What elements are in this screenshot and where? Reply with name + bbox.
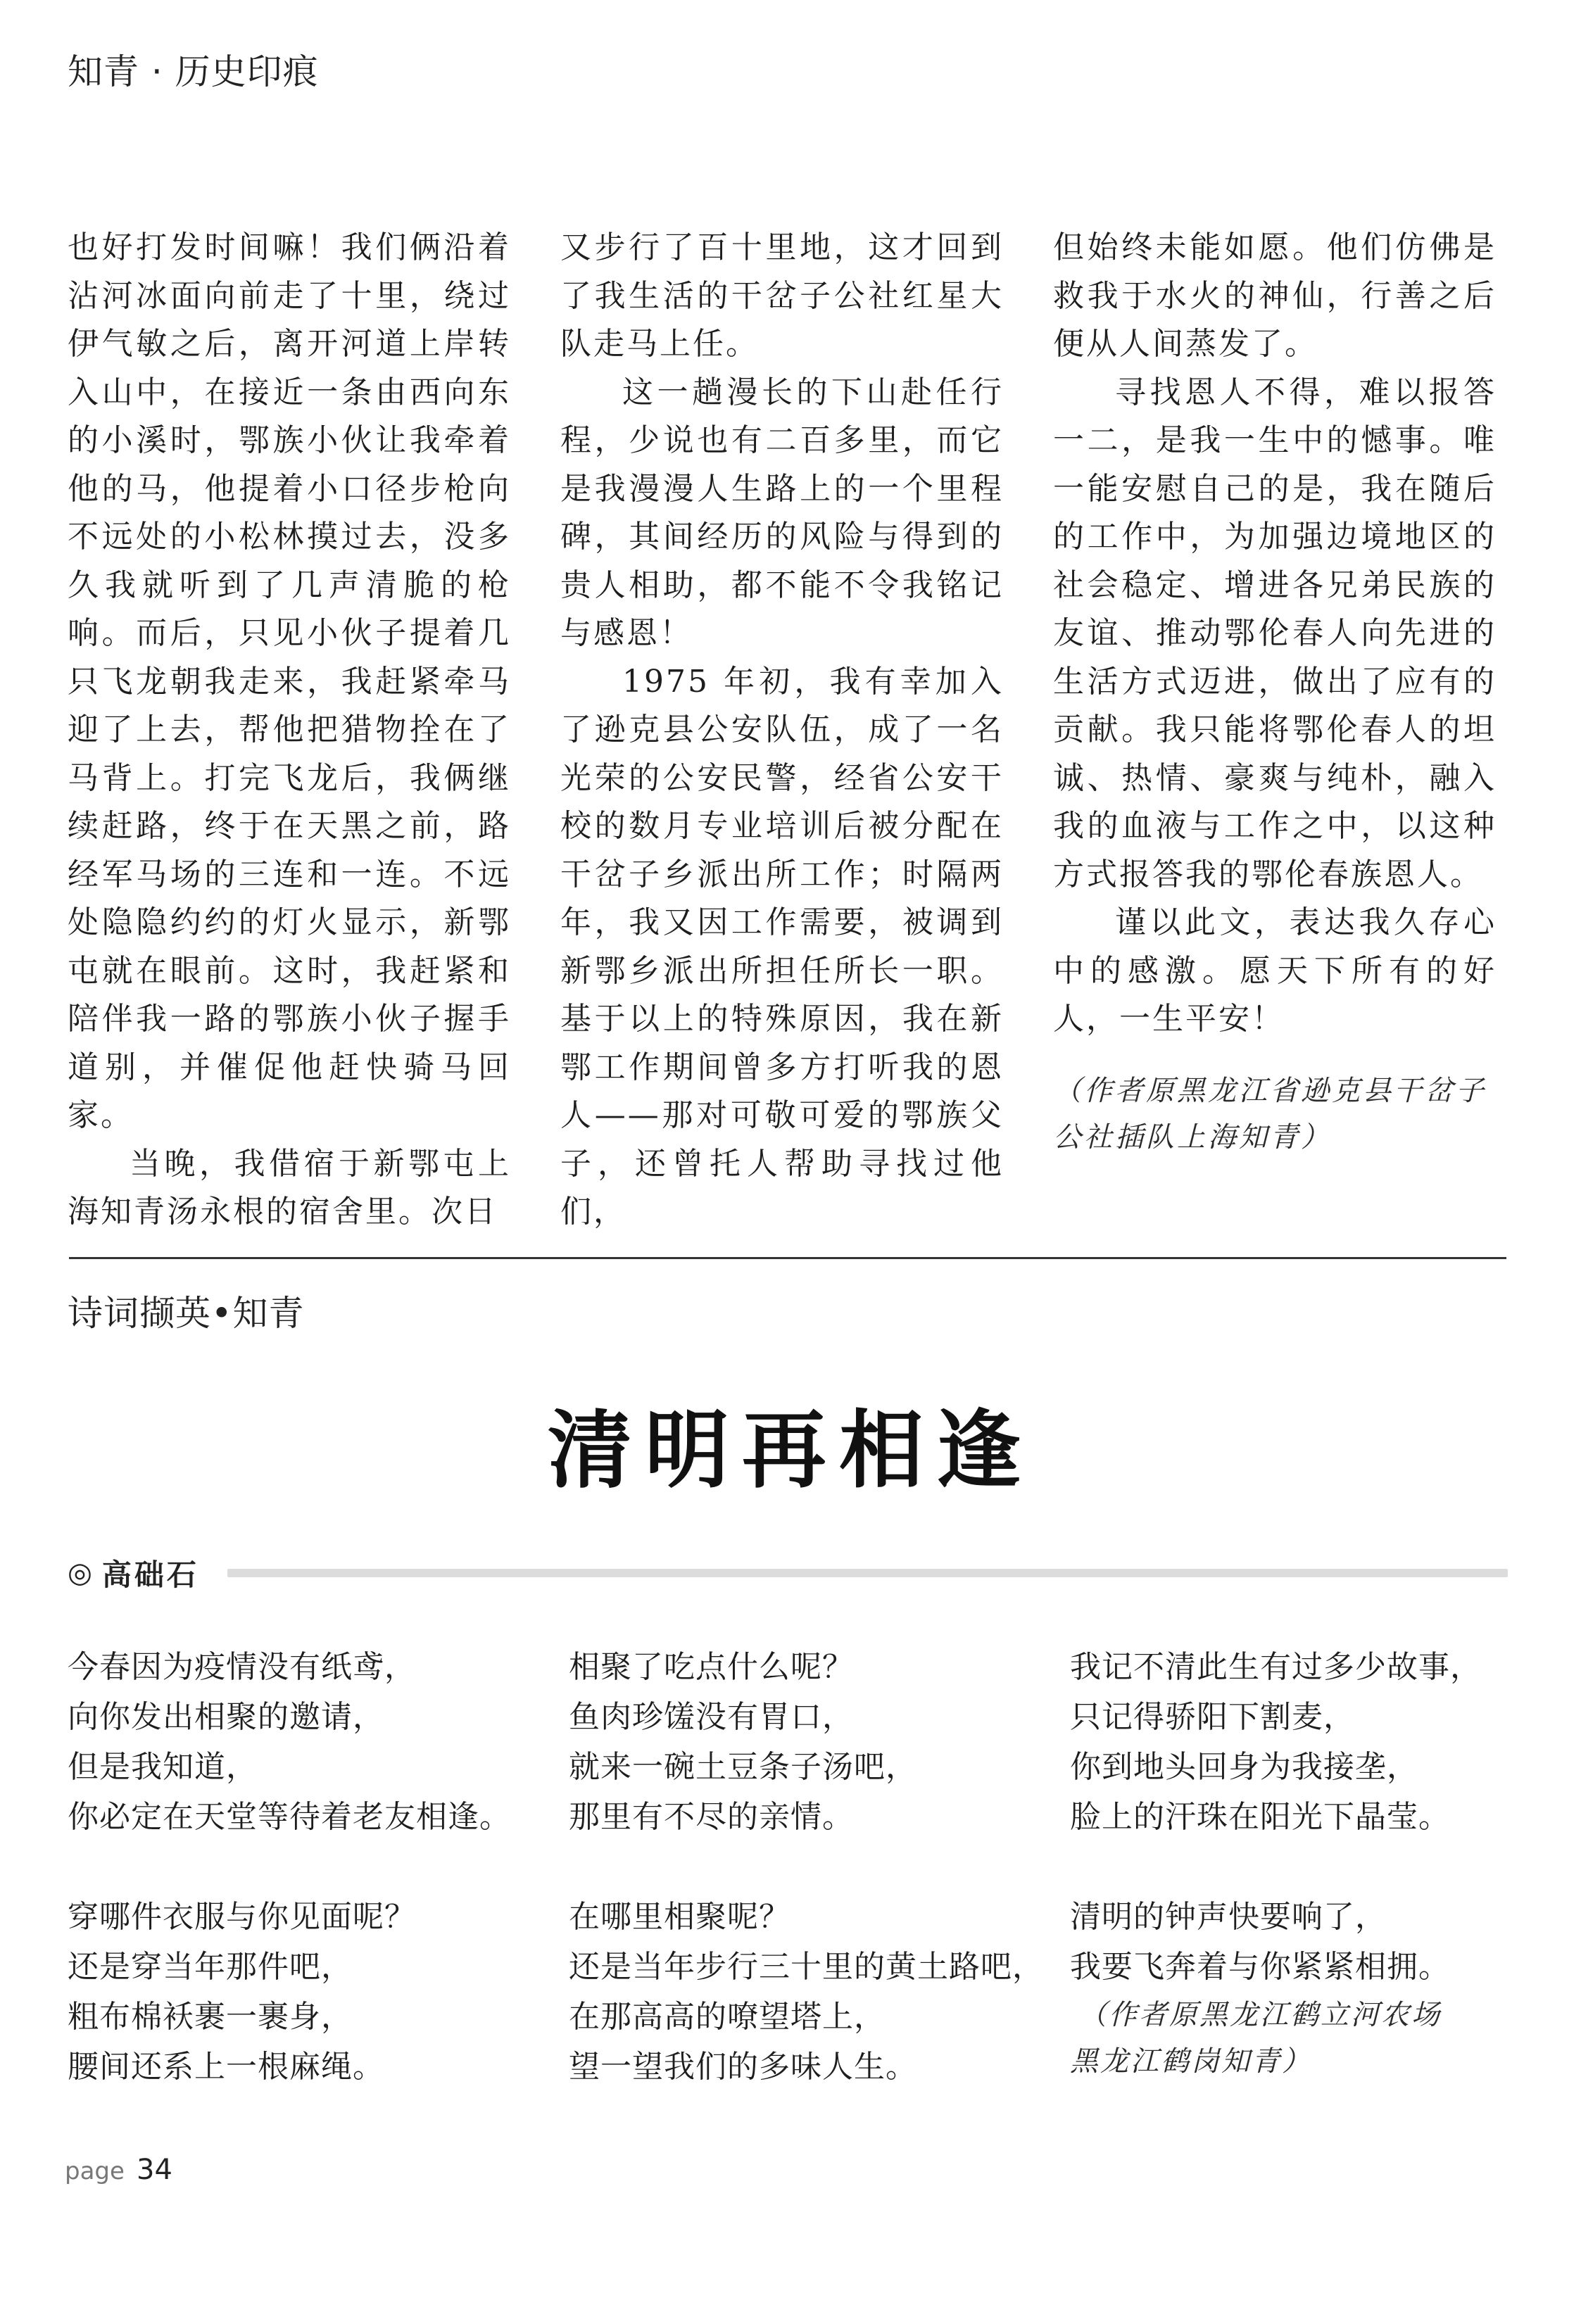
poem-line: 清明的钟声快要响了， bbox=[1070, 1899, 1387, 1935]
author-decorative-bar bbox=[227, 1569, 1508, 1577]
poem-line: 鱼肉珍馐没有胃口， bbox=[569, 1699, 854, 1735]
poem-stanza bbox=[1070, 1892, 1549, 1992]
article-paragraph: 1975 年初，我有幸加入了逊克县公安队伍，成了一名光荣的公安民警，经省公安干校的数月专业培训后被分配在干岔子乡派出所工作；时隔两年，我又因工作需要，被调到新鄂乡派出所担任所长一职。基于以上的特殊原因，我在新鄂工作期间曾多方打听我的恩人——那对可敬可爱的鄂族父子，还曾托人帮助寻找过他们， bbox=[560, 663, 1004, 1230]
article-paragraph: 又步行了百十里地，这才回到了我生活的干岔子公社红星大队走马上任。 bbox=[560, 229, 1004, 362]
article-paragraph: 寻找恩人不得，难以报答一二，是我一生中的憾事。唯一能安慰自己的是，我在随后的工作中，为加强边境地区的社会稳定、增进各兄弟民族的友谊、推动鄂伦春人向先进的生活方式迈进，做出了应有的贡献。我只能将鄂伦春人的坦诚、热情、豪爽与纯朴，融入我的血液与工作之中，以这种方式报答我的鄂伦春族恩人。 bbox=[1053, 374, 1497, 892]
article-paragraph: 但始终未能如愿。他们仿佛是救我于水火的神仙，行善之后便从人间蒸发了。 bbox=[1053, 229, 1497, 362]
page-number-value: 34 bbox=[137, 2154, 172, 2186]
poem-stanza bbox=[569, 1642, 1047, 1842]
author-marker-icon: ◎ bbox=[68, 1557, 92, 1589]
article-paragraph: 谨以此文，表达我久存心中的感激。愿天下所有的好人，一生平安！ bbox=[1053, 904, 1497, 1037]
poem-title: 清明再相逢 bbox=[548, 1402, 1033, 1500]
article-column-2 bbox=[560, 224, 1004, 1237]
poem-line: 你必定在天堂等待着老友相逢。 bbox=[68, 1799, 511, 1835]
poem-line: 但是我知道， bbox=[68, 1749, 258, 1785]
poem-line: 我要飞奔着与你紧紧相拥。 bbox=[1070, 1949, 1450, 1985]
poem-section-label: 诗词撷英•知青 bbox=[68, 1293, 305, 1334]
poem-line: 我记不清此生有过多少故事， bbox=[1070, 1649, 1482, 1685]
article-column-1 bbox=[68, 224, 511, 1237]
poem-byline: （作者原黑龙江鹤立河农场 bbox=[1078, 1999, 1442, 2031]
poem-column-3 bbox=[1070, 1642, 1549, 2085]
poem-line: 你到地头回身为我接垄， bbox=[1070, 1749, 1418, 1785]
page-number bbox=[65, 2154, 172, 2186]
poem-line: 还是穿当年那件吧， bbox=[68, 1949, 353, 1985]
poem-line: 穿哪件衣服与你见面呢？ bbox=[68, 1899, 416, 1935]
poem-line: 还是当年步行三十里的黄土路吧， bbox=[569, 1949, 1044, 1985]
poem-column-1 bbox=[68, 1642, 546, 2142]
poem-line: 那里有不尽的亲情。 bbox=[569, 1799, 854, 1835]
poem-line: 相聚了吃点什么呢？ bbox=[569, 1649, 854, 1685]
page-label: page bbox=[65, 2157, 125, 2185]
poem-line: 只记得骄阳下割麦， bbox=[1070, 1699, 1355, 1735]
section-header: 知青 · 历史印痕 bbox=[68, 51, 319, 92]
poem-line: 望一望我们的多味人生。 bbox=[569, 2049, 917, 2085]
poem-line: 今春因为疫情没有纸鸢， bbox=[68, 1649, 416, 1685]
poem-line: 在哪里相聚呢？ bbox=[569, 1899, 790, 1935]
poem-line: 向你发出相聚的邀请， bbox=[68, 1699, 384, 1735]
poem-line: 腰间还系上一根麻绳。 bbox=[68, 2049, 384, 2085]
poem-stanza bbox=[68, 1892, 546, 2092]
poem-author: 高础石 bbox=[101, 1558, 199, 1592]
article-paragraph: 这一趟漫长的下山赴任行程，少说也有二百多里，而它是我漫漫人生路上的一个里程碑，其间经历的风险与得到的贵人相助，都不能不令我铭记与感恩！ bbox=[560, 374, 1004, 651]
article-column-3 bbox=[1053, 224, 1497, 1161]
article-paragraph: 当晚，我借宿于新鄂屯上海知青汤永根的宿舍里。次日 bbox=[68, 1145, 511, 1230]
section-divider bbox=[69, 1257, 1506, 1259]
poem-stanza bbox=[68, 1642, 546, 1842]
poem-line: 就来一碗土豆条子汤吧， bbox=[569, 1749, 917, 1785]
poem-line: 粗布棉袄裹一裹身， bbox=[68, 1999, 353, 2035]
poem-column-2 bbox=[569, 1642, 1047, 2142]
article-byline: （作者原黑龙江省逊克县干岔子公社插队上海知青） bbox=[1053, 1074, 1487, 1154]
poem-stanza bbox=[569, 1892, 1047, 2092]
poem-line: 脸上的汗珠在阳光下晶莹。 bbox=[1070, 1799, 1450, 1835]
article-paragraph: 也好打发时间嘛！我们俩沿着沾河冰面向前走了十里，绕过伊气敏之后，离开河道上岸转入山中，在接近一条由西向东的小溪时，鄂族小伙让我牵着他的马，他提着小口径步枪向不远处的小松林摸过去，没多久我就听到了几声清脆的枪响。而后，只见小伙子提着几只飞龙朝我走来，我赶紧牵马迎了上去，帮他把猎物拴在了马背上。打完飞龙后，我俩继续赶路，终于在天黑之前，路经军马场的三连和一连。不远处隐隐约约的灯火显示，新鄂屯就在眼前。这时，我赶紧和陪伴我一路的鄂族小伙子握手道别，并催促他赶快骑马回家。 bbox=[68, 229, 511, 1133]
author-row bbox=[68, 1548, 1508, 1598]
poem-byline: 黑龙江鹤岗知青） bbox=[1070, 2045, 1312, 2078]
poem-line: 在那高高的嘹望塔上， bbox=[569, 1999, 886, 2035]
poem-stanza bbox=[1070, 1642, 1549, 1842]
